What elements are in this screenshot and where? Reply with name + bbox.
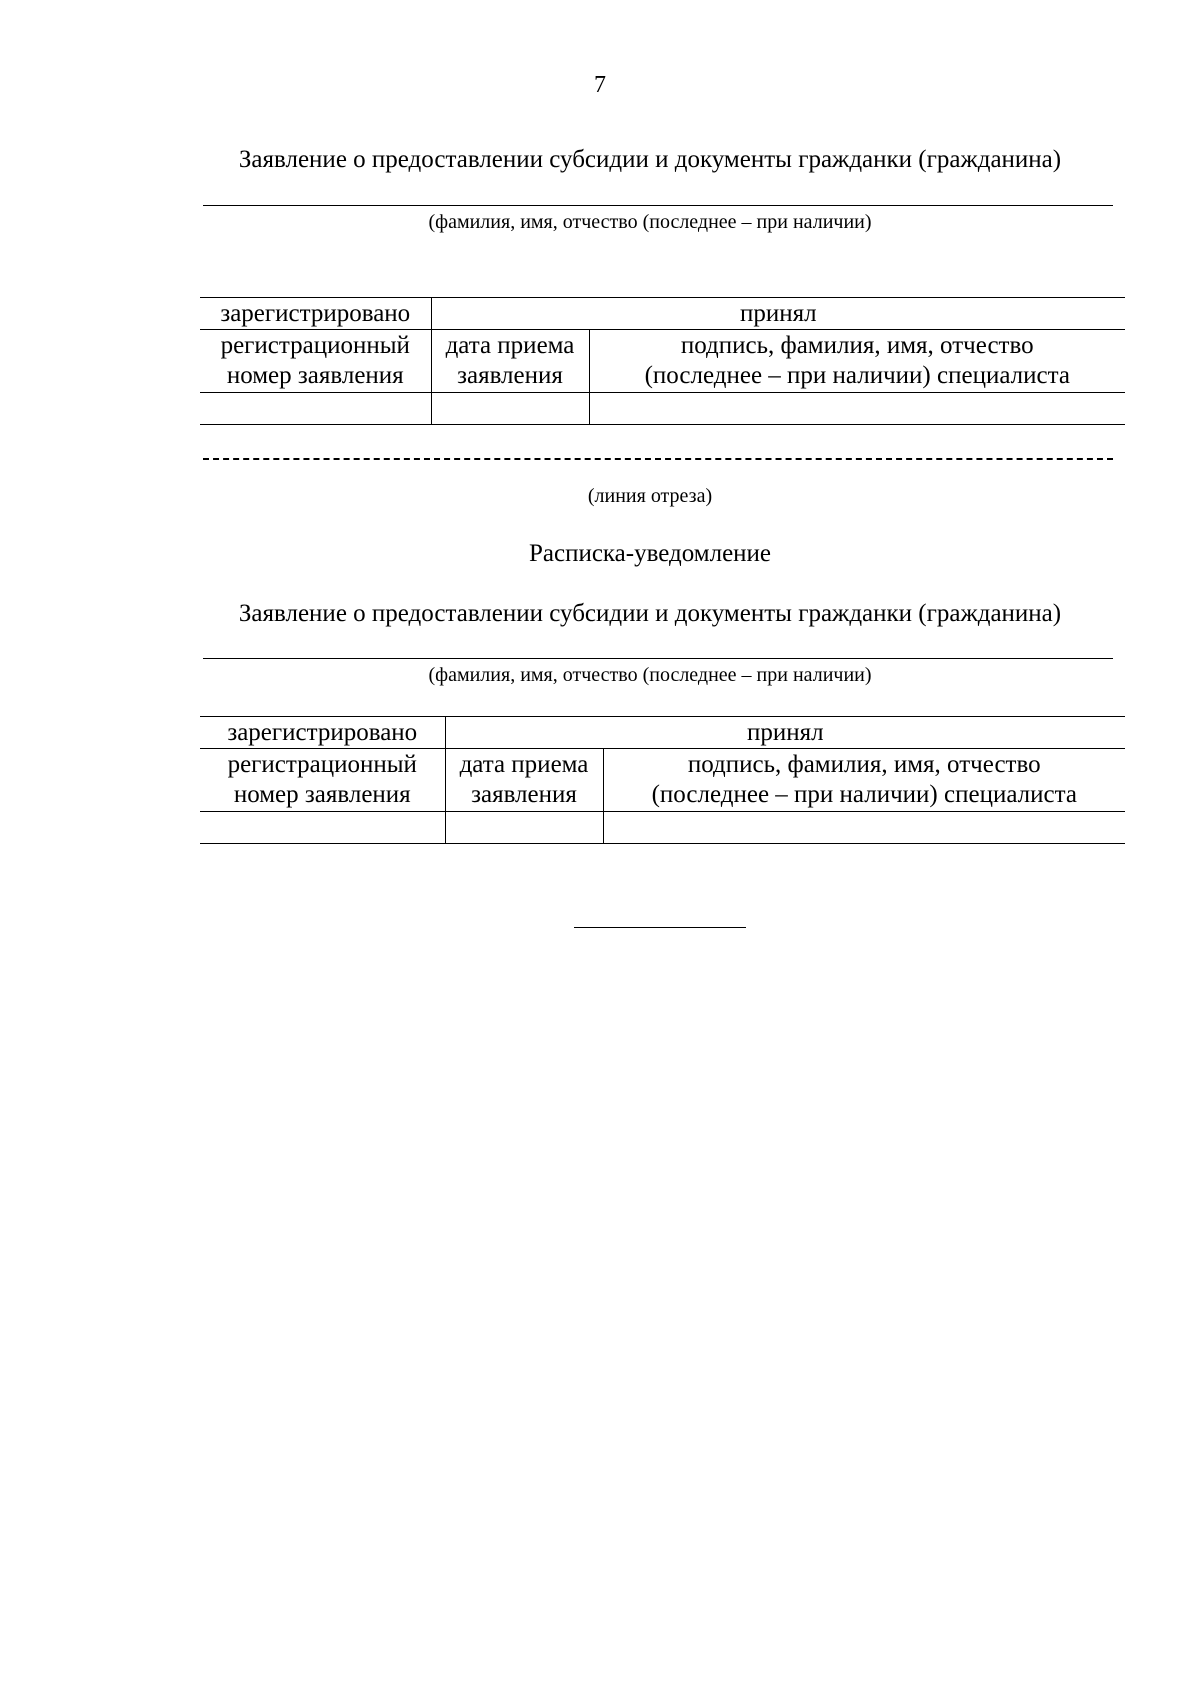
name-blank-line	[203, 658, 1113, 659]
date-header	[431, 330, 589, 393]
signature-header	[603, 749, 1125, 812]
registered-header: зарегистрировано	[200, 298, 431, 330]
date-line1: дата приема	[459, 751, 589, 778]
end-divider	[574, 927, 746, 928]
name-caption: (фамилия, имя, отчество (последнее – при наличии)	[428, 664, 872, 686]
date-cell	[431, 393, 589, 425]
name-caption: (фамилия, имя, отчество (последнее – при наличии)	[428, 211, 872, 233]
name-blank-line	[203, 205, 1113, 206]
cut-line-label: (линия отреза)	[587, 485, 713, 507]
reg-number-cell	[200, 812, 445, 844]
signature-line1: подпись, фамилия, имя, отчество	[687, 751, 1041, 778]
reg-number-line2: номер заявления	[226, 362, 404, 389]
cut-line	[203, 458, 1113, 460]
accepted-header: принял	[445, 717, 1125, 749]
reg-number-line1: регистрационный	[220, 332, 410, 359]
date-header	[445, 749, 603, 812]
reg-number-header	[200, 749, 445, 812]
date-line2: заявления	[457, 362, 563, 389]
registration-table	[200, 716, 1125, 844]
registered-header: зарегистрировано	[200, 717, 445, 749]
signature-cell	[589, 393, 1125, 425]
date-line2: заявления	[471, 781, 577, 808]
receipt-title: Расписка-уведомление	[528, 540, 772, 567]
reg-number-line2: номер заявления	[233, 781, 411, 808]
date-cell	[445, 812, 603, 844]
signature-line2: (последнее – при наличии) специалиста	[651, 781, 1077, 808]
application-heading: Заявление о предоставлении субсидии и документы гражданки (гражданина)	[238, 600, 1062, 627]
reg-number-cell	[200, 393, 431, 425]
page-number: 7	[594, 72, 606, 98]
reg-number-line1: регистрационный	[227, 751, 417, 778]
signature-line1: подпись, фамилия, имя, отчество	[680, 332, 1034, 359]
registration-table	[200, 297, 1125, 425]
date-line1: дата приема	[445, 332, 575, 359]
application-heading: Заявление о предоставлении субсидии и документы гражданки (гражданина)	[238, 146, 1062, 173]
accepted-header: принял	[431, 298, 1125, 330]
signature-header	[589, 330, 1125, 393]
signature-cell	[603, 812, 1125, 844]
signature-line2: (последнее – при наличии) специалиста	[644, 362, 1070, 389]
reg-number-header	[200, 330, 431, 393]
